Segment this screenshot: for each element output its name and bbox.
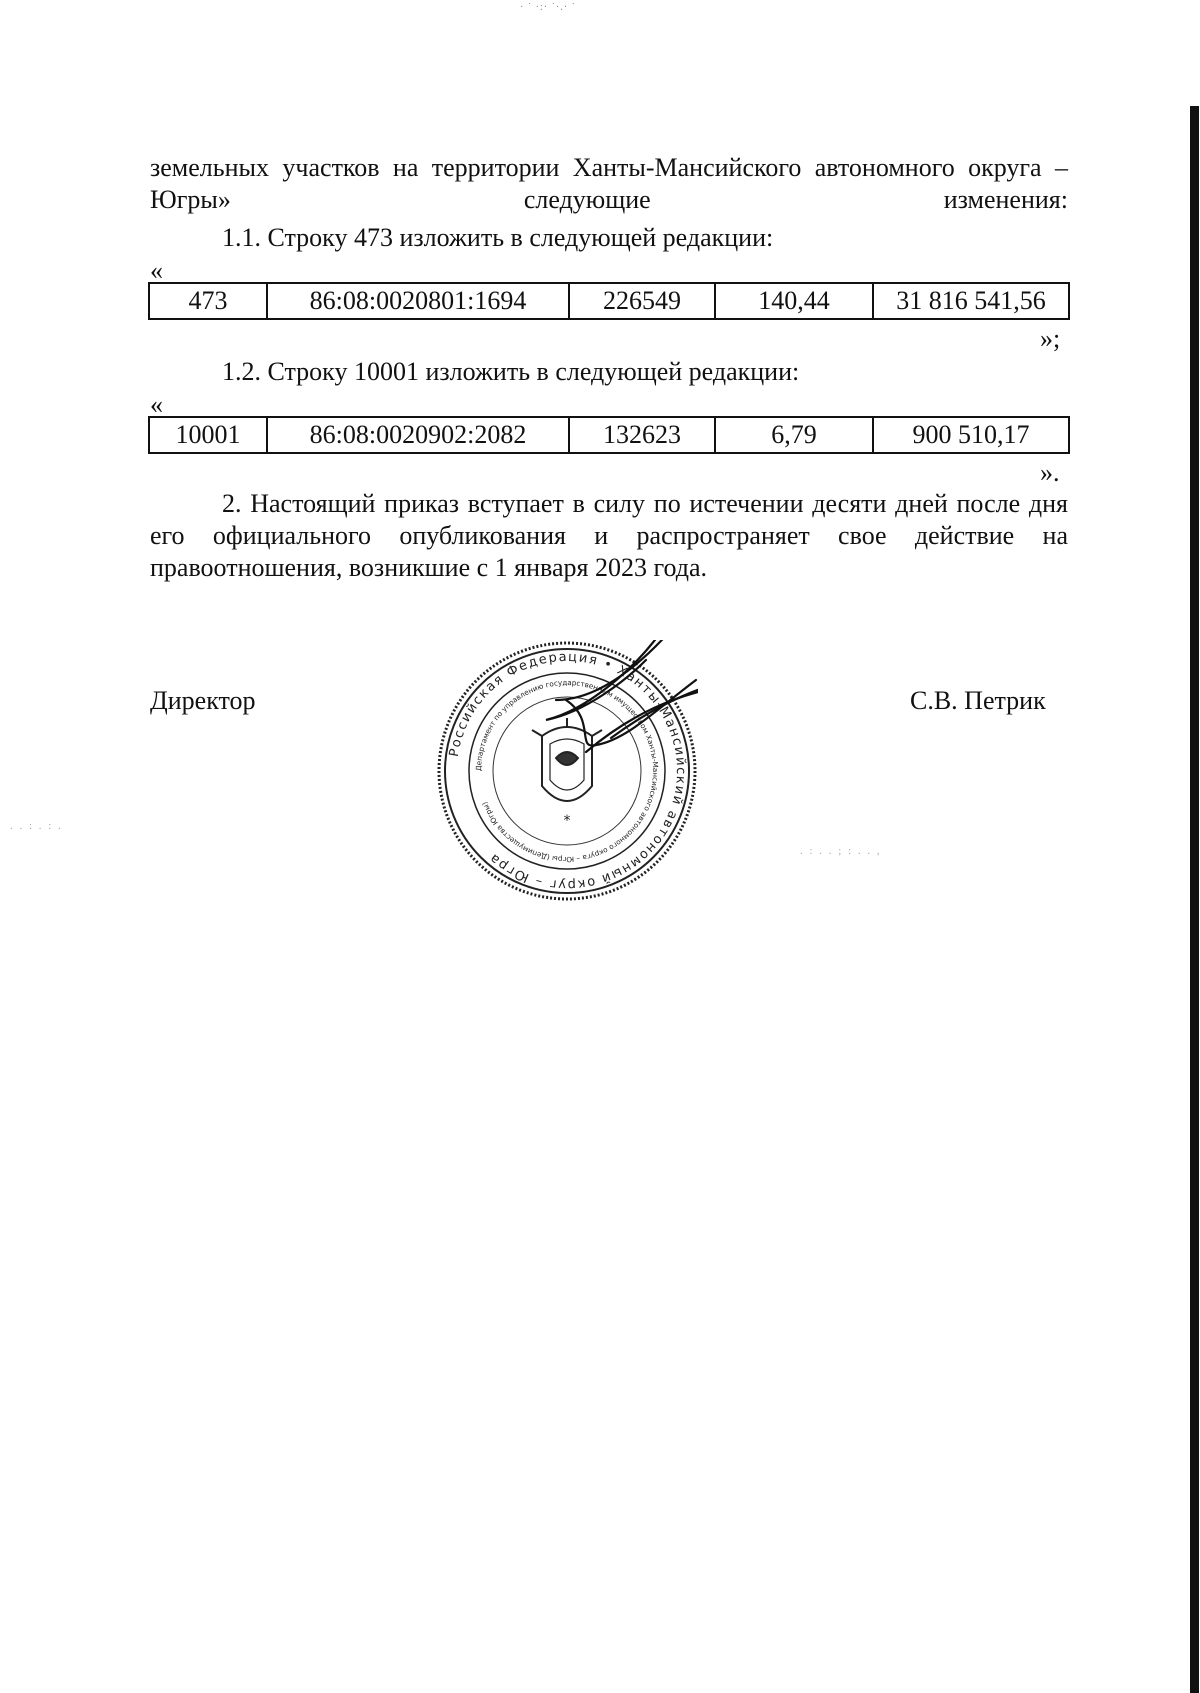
cell-area: 132623 [569, 417, 715, 453]
signatory-name: С.В. Петрик [910, 686, 1046, 715]
scan-edge [1190, 106, 1199, 1693]
close-quote-2: ». [1040, 458, 1060, 487]
cell-area: 226549 [569, 283, 715, 319]
seal-inner-text: Департамент по управлению государственным имуществом Ханты-Мансийского автономного округа – Югры (Депимущества Югры) [473, 677, 661, 865]
coat-of-arms-icon [532, 718, 602, 801]
seal-graphic [436, 640, 698, 902]
intro-paragraph: земельных участков на территории Ханты-Мансийского автономного округа – Югры» следующие изменения: [150, 153, 1068, 214]
table-row-10001 [148, 416, 1070, 454]
signatory-position: Директор [150, 686, 256, 715]
cell-cadastral-number: 86:08:0020902:2082 [267, 417, 569, 453]
scan-speckle: · ˙ ·:· ˙·.· ˙ [520, 2, 576, 13]
cell-row-number: 473 [149, 283, 267, 319]
close-quote-1: »; [1040, 324, 1061, 353]
paragraph-2: 2. Настоящий приказ вступает в силу по истечении десяти дней после дня его официального опубликования и распространяет свое действие на правоотношения, возникшие с 1 января 2023 года. [150, 489, 1068, 582]
seal-star: * [563, 813, 571, 829]
scan-noise: . : . . ; : . . , [800, 845, 882, 857]
seal-outer-text: Российская Федерация • Ханты-Мансийский автономный округ – Югра [446, 649, 689, 893]
table-row-473 [148, 282, 1070, 320]
cell-cadastral-value: 900 510,17 [873, 417, 1069, 453]
open-quote-2: « [150, 390, 163, 419]
cell-cadastral-number: 86:08:0020801:1694 [267, 283, 569, 319]
item-1-1: 1.1. Строку 473 изложить в следующей редакции: [222, 223, 774, 252]
svg-text:Департамент по управлению госу [474, 678, 660, 864]
cell-cadastral-value: 31 816 541,56 [873, 283, 1069, 319]
cell-specific-value: 6,79 [715, 417, 873, 453]
official-seal [436, 640, 698, 902]
scan-noise: . . : . : . [10, 820, 63, 832]
item-1-2: 1.2. Строку 10001 изложить в следующей редакции: [222, 357, 800, 386]
cell-row-number: 10001 [149, 417, 267, 453]
cell-specific-value: 140,44 [715, 283, 873, 319]
open-quote-1: « [150, 256, 163, 285]
